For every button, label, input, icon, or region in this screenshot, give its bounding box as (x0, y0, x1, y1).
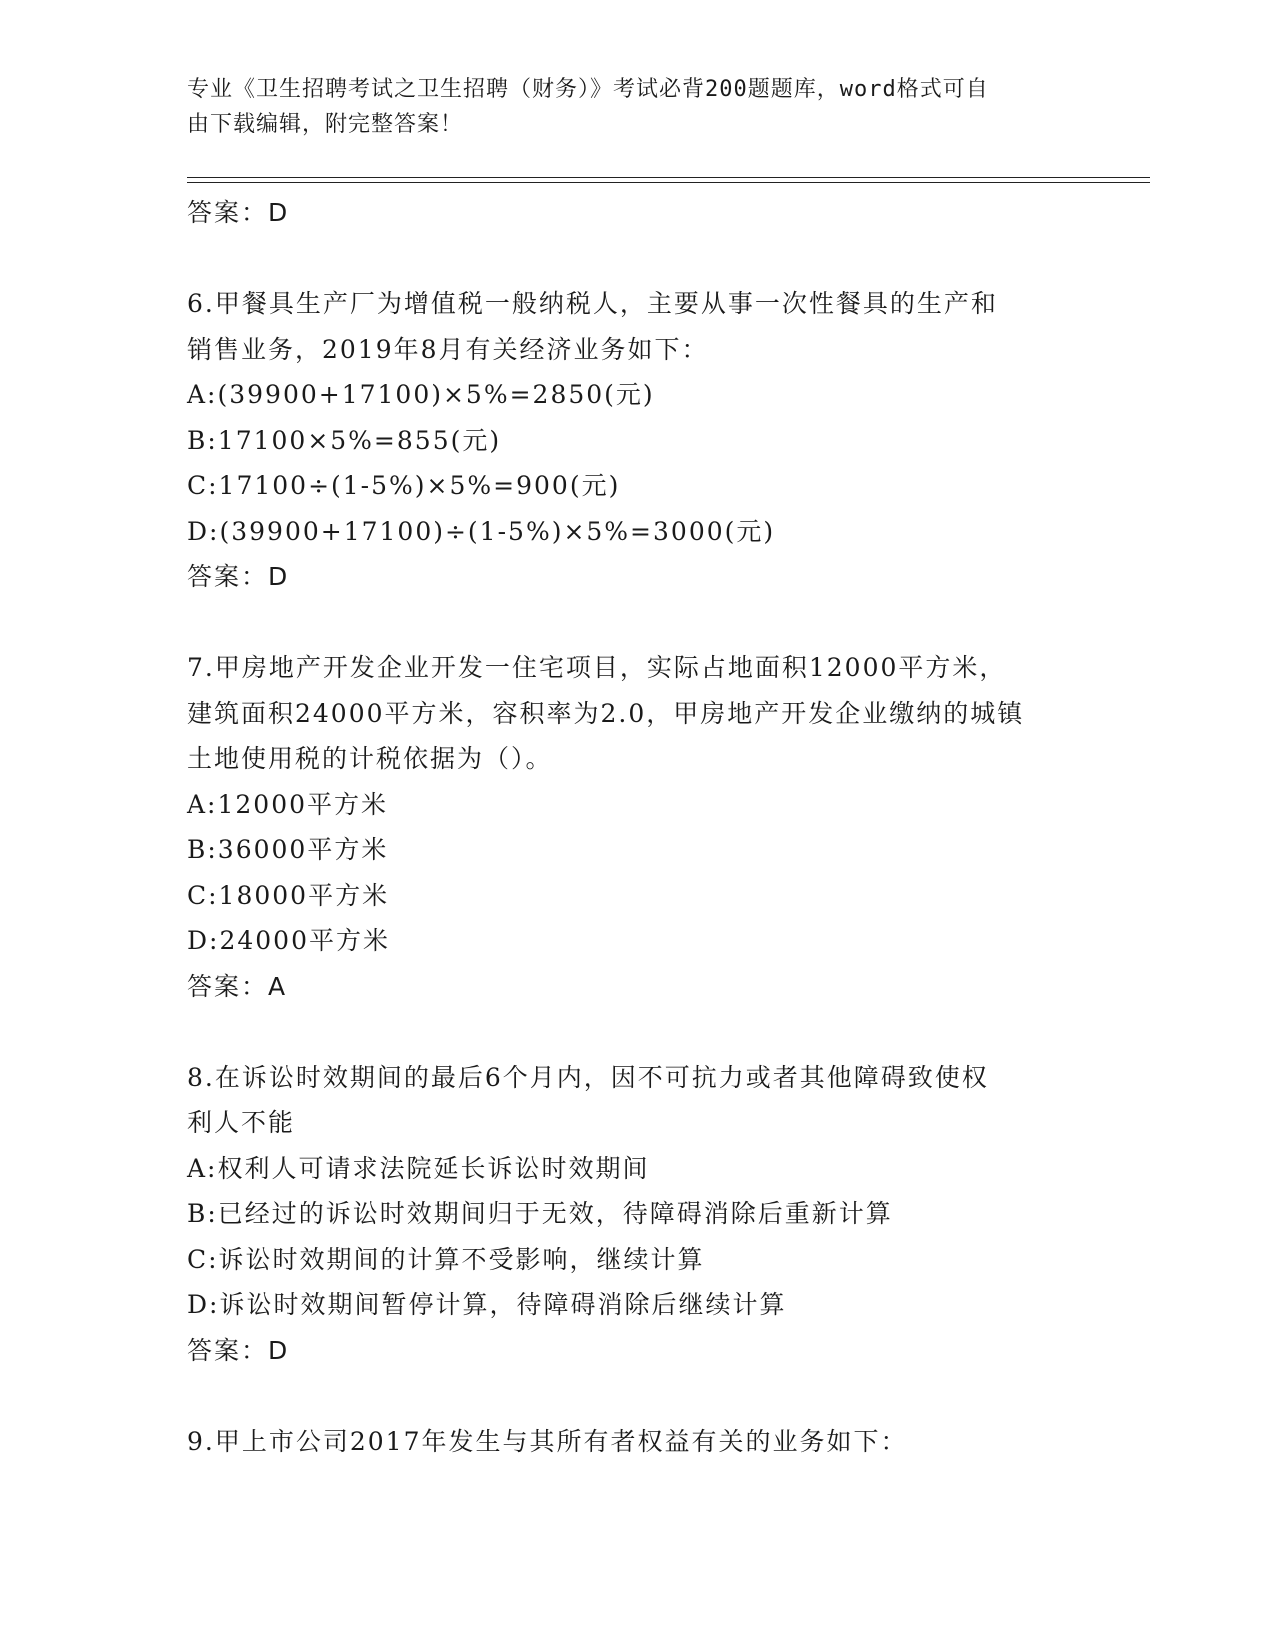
option-d: D:24000平方米 (187, 926, 390, 955)
option-b: B:36000平方米 (187, 835, 389, 864)
answer-line: 答案：D (187, 198, 290, 227)
question-6 (187, 281, 1087, 600)
question-text: 8.在诉讼时效期间的最后6个月内，因不可抗力或者其他障碍致使权 (187, 1062, 989, 1092)
header-rule (187, 182, 1150, 183)
question-list (187, 190, 1087, 1464)
option-b: B:已经过的诉讼时效期间归于无效，待障碍消除后重新计算 (187, 1199, 893, 1228)
option-b: B:17100×5%=855(元) (187, 425, 502, 455)
spacer (187, 600, 1087, 646)
question-7 (187, 645, 1087, 1009)
option-c: C:18000平方米 (187, 880, 390, 910)
question-text: 土地使用税的计税依据为（）。 (187, 744, 553, 773)
answer-line: 答案：D (187, 562, 290, 591)
option-d: D:(39900+17100)÷(1-5%)×5%=3000(元) (187, 516, 776, 546)
question-9 (187, 1419, 1087, 1465)
option-a: A:12000平方米 (187, 789, 389, 819)
spacer (187, 1373, 1087, 1419)
option-c: C:17100÷(1-5%)×5%=900(元) (187, 471, 621, 500)
answer-block (187, 190, 1087, 236)
question-text: 利人不能 (187, 1108, 296, 1137)
option-d: D:诉讼时效期间暂停计算，待障碍消除后继续计算 (187, 1290, 787, 1319)
option-a: A:(39900+17100)×5%=2850(元) (187, 380, 655, 409)
question-text: 6.甲餐具生产厂为增值税一般纳税人，主要从事一次性餐具的生产和 (187, 289, 998, 318)
option-c: C:诉讼时效期间的计算不受影响，继续计算 (187, 1244, 705, 1274)
answer-line: 答案：D (187, 1335, 290, 1365)
spacer (187, 236, 1087, 282)
header-rule (187, 177, 1150, 178)
question-text: 销售业务，2019年8月有关经济业务如下： (187, 334, 709, 364)
option-a: A:权利人可请求法院延长诉讼时效期间 (187, 1153, 650, 1183)
header-line-1: 专业《卫生招聘考试之卫生招聘（财务）》考试必背200题题库，word格式可自 (187, 77, 989, 102)
answer-line: 答案：A (187, 971, 288, 1001)
question-text: 9.甲上市公司2017年发生与其所有者权益有关的业务如下： (187, 1426, 908, 1456)
question-text: 7.甲房地产开发企业开发一住宅项目，实际占地面积12000平方米， (187, 653, 1007, 682)
page-header (187, 72, 1087, 142)
spacer (187, 1009, 1087, 1055)
question-8 (187, 1055, 1087, 1374)
header-line-2: 由下载编辑，附完整答案！ (187, 112, 464, 137)
question-text: 建筑面积24000平方米，容积率为2.0，甲房地产开发企业缴纳的城镇 (187, 698, 1025, 728)
